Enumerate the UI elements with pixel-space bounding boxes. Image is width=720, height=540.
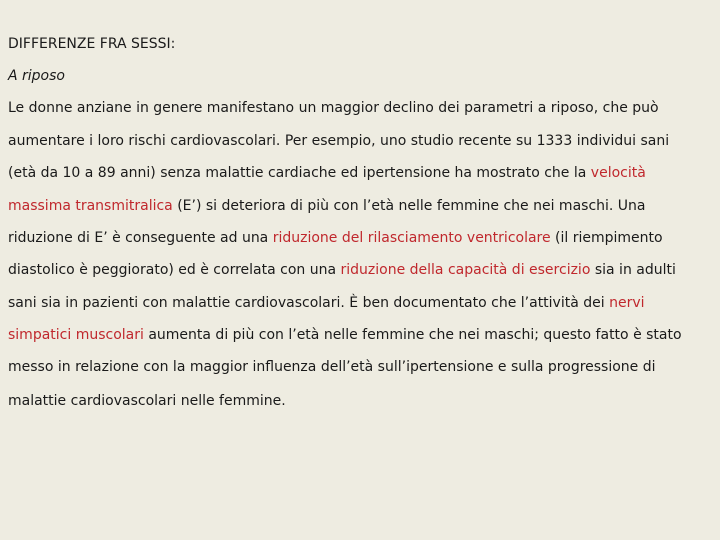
text-segment: sani sia in pazienti con malattie cardiovascolari. È ben documentato che l’attività dei xyxy=(8,295,610,311)
slide-heading: DIFFERENZE FRA SESSI: xyxy=(8,36,176,52)
text-segment: (età da 10 a 89 anni) senza malattie cardiache ed ipertensione ha mostrato che la xyxy=(8,165,591,181)
body-line xyxy=(8,197,646,215)
section-subheading: A riposo xyxy=(8,68,65,84)
text-segment: messo in relazione con la maggior influenza dell’età sull’ipertensione e sulla progressione di xyxy=(8,359,656,375)
highlighted-term: velocità xyxy=(590,165,646,181)
text-segment: riduzione di E’ è conseguente ad una xyxy=(8,230,273,246)
body-line xyxy=(8,229,663,247)
highlighted-term: riduzione della capacità di esercizio xyxy=(340,262,591,278)
body-line xyxy=(8,261,676,279)
body-line xyxy=(8,294,645,312)
highlighted-term: massima transmitralica xyxy=(8,198,173,214)
body-line xyxy=(8,326,682,344)
text-segment: (E’) si deteriora di più con l’età nelle femmine che nei maschi. Una xyxy=(172,198,646,214)
text-segment: malattie cardiovascolari nelle femmine. xyxy=(8,393,286,409)
highlighted-term: riduzione del rilasciamento ventricolare xyxy=(272,230,551,246)
highlighted-term: simpatici muscolari xyxy=(8,327,144,343)
body-line xyxy=(8,132,669,150)
body-line xyxy=(8,392,286,410)
text-segment: aumenta di più con l’età nelle femmine che nei maschi; questo fatto è stato xyxy=(143,327,682,343)
body-line xyxy=(8,358,656,376)
text-segment: diastolico è peggiorato) ed è correlata con una xyxy=(8,262,341,278)
body-line xyxy=(8,99,659,117)
text-segment: (il riempimento xyxy=(550,230,663,246)
text-segment: aumentare i loro rischi cardiovascolari. Per esempio, uno studio recente su 1333 individui sani xyxy=(8,133,670,149)
text-segment: Le donne anziane in genere manifestano un maggior declino dei parametri a riposo, che può xyxy=(8,100,659,116)
text-segment: sia in adulti xyxy=(590,262,676,278)
body-line xyxy=(8,164,646,182)
highlighted-term: nervi xyxy=(609,295,645,311)
